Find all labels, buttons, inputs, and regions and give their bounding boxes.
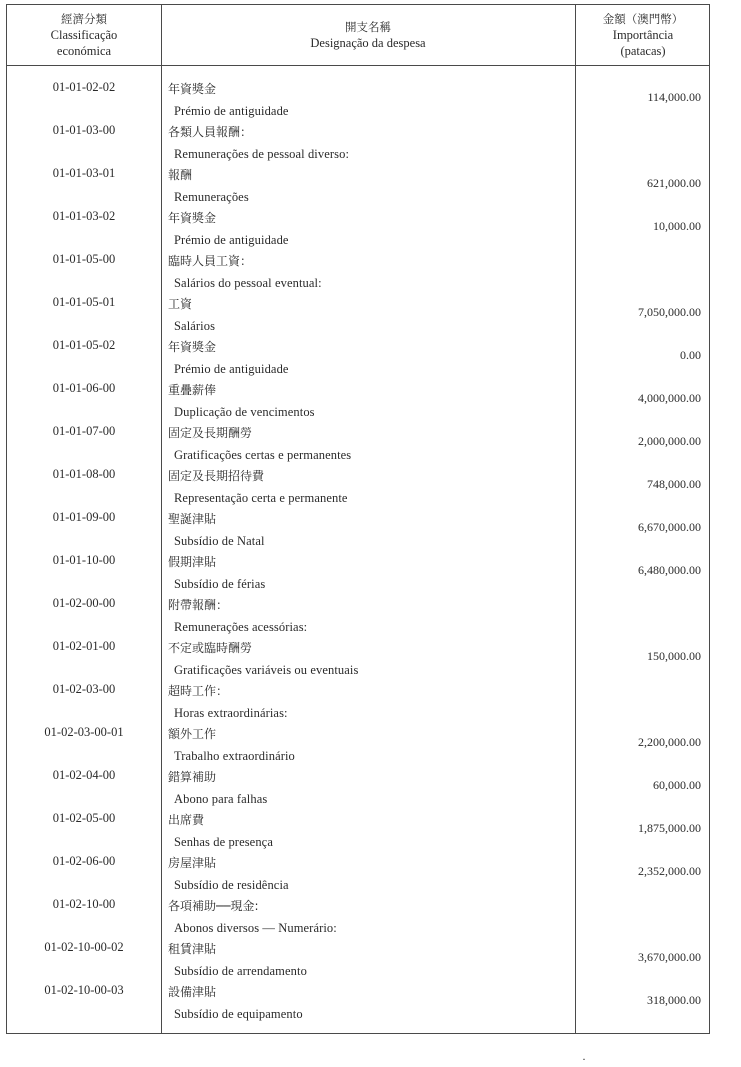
designation-pt: Gratificações variáveis ou eventuais — [174, 663, 359, 677]
designation-pt: Subsídio de residência — [174, 878, 289, 892]
header-designation-pt: Designação da despesa — [310, 36, 426, 50]
amount-value: 0.00 — [680, 348, 701, 362]
designation-zh: 出席費 — [168, 813, 205, 827]
classification-code: 01-02-00-00 — [52, 596, 116, 610]
header-designation — [161, 5, 575, 65]
table-row — [7, 724, 709, 767]
classification-code: 01-02-10-00 — [52, 897, 116, 911]
designation-zh: 附帶報酬： — [168, 598, 229, 612]
table-row — [7, 767, 709, 810]
amount-value: 2,352,000.00 — [638, 864, 701, 878]
table-row — [7, 122, 709, 165]
designation-zh: 房屋津貼 — [168, 856, 217, 870]
designation-zh: 錯算補助 — [168, 770, 217, 784]
designation-pt: Subsídio de Natal — [174, 534, 265, 548]
header-classification-zh: 經濟分類 — [61, 12, 107, 26]
classification-code: 01-01-05-00 — [52, 252, 116, 266]
amount-value: 60,000.00 — [653, 778, 701, 792]
classification-code: 01-01-03-02 — [52, 209, 116, 223]
classification-code: 01-02-06-00 — [52, 854, 116, 868]
classification-code: 01-01-02-02 — [52, 80, 116, 94]
amount-value: 10,000.00 — [653, 219, 701, 233]
amount-value: 6,670,000.00 — [638, 520, 701, 534]
amount-value: 2,200,000.00 — [638, 735, 701, 749]
table-row — [7, 853, 709, 896]
classification-code: 01-01-08-00 — [52, 467, 116, 481]
classification-code: 01-01-05-01 — [52, 295, 116, 309]
designation-zh: 設備津貼 — [168, 985, 217, 999]
table-row — [7, 595, 709, 638]
table-row — [7, 294, 709, 337]
designation-pt: Senhas de presença — [174, 835, 273, 849]
classification-code: 01-02-10-00-03 — [44, 983, 124, 997]
table-row — [7, 509, 709, 552]
designation-zh: 報酬 — [168, 168, 193, 182]
classification-code: 01-01-03-01 — [52, 166, 116, 180]
amount-value: 4,000,000.00 — [638, 391, 701, 405]
classification-code: 01-01-05-02 — [52, 338, 116, 352]
classification-code: 01-02-01-00 — [52, 639, 116, 653]
classification-code: 01-01-10-00 — [52, 553, 116, 567]
designation-pt: Abono para falhas — [174, 792, 268, 806]
amount-value: 150,000.00 — [647, 649, 701, 663]
amount-value: 318,000.00 — [647, 993, 701, 1007]
designation-pt: Salários do pessoal eventual: — [174, 276, 322, 290]
classification-code: 01-02-03-00 — [52, 682, 116, 696]
classification-code: 01-01-07-00 — [52, 424, 116, 438]
designation-zh: 臨時人員工資： — [168, 254, 253, 268]
amount-value: 621,000.00 — [647, 176, 701, 190]
designation-zh: 假期津貼 — [168, 555, 217, 569]
classification-code: 01-01-06-00 — [52, 381, 116, 395]
designation-zh: 固定及長期酬勞 — [168, 426, 253, 440]
designation-pt: Trabalho extraordinário — [174, 749, 295, 763]
designation-zh: 各類人員報酬： — [168, 125, 253, 139]
designation-zh: 年資獎金 — [168, 340, 217, 354]
designation-pt: Prémio de antiguidade — [174, 233, 289, 247]
designation-zh: 不定或臨時酬勞 — [168, 641, 253, 655]
designation-zh: 重疊薪俸 — [168, 383, 217, 397]
table-row — [7, 939, 709, 982]
designation-zh: 租賃津貼 — [168, 942, 217, 956]
designation-pt: Subsídio de férias — [174, 577, 266, 591]
designation-zh: 額外工作 — [168, 727, 217, 741]
classification-code: 01-02-05-00 — [52, 811, 116, 825]
table-row — [7, 810, 709, 853]
designation-zh: 超時工作： — [168, 684, 229, 698]
designation-pt: Prémio de antiguidade — [174, 104, 289, 118]
table-row — [7, 638, 709, 681]
table-row — [7, 251, 709, 294]
amount-value: 2,000,000.00 — [638, 434, 701, 448]
designation-pt: Duplicação de vencimentos — [174, 405, 315, 419]
table-row — [7, 165, 709, 208]
amount-value: 3,670,000.00 — [638, 950, 701, 964]
designation-pt: Remunerações de pessoal diverso: — [174, 147, 350, 161]
table-row — [7, 896, 709, 939]
designation-zh: 聖誕津貼 — [168, 512, 217, 526]
table-row — [7, 681, 709, 724]
designation-pt: Subsídio de equipamento — [174, 1007, 303, 1021]
amount-value: 1,875,000.00 — [638, 821, 701, 835]
amount-value: 7,050,000.00 — [638, 305, 701, 319]
designation-pt: Subsídio de arrendamento — [174, 964, 307, 978]
designation-zh: 年資獎金 — [168, 82, 217, 96]
table-row — [7, 208, 709, 251]
header-amount-zh: 金額（澳門幣） — [602, 12, 684, 26]
designation-pt: Horas extraordinárias: — [174, 706, 288, 720]
table-row — [7, 79, 709, 122]
header-amount-pt-2: (patacas) — [620, 44, 666, 58]
amount-value: 6,480,000.00 — [638, 563, 701, 577]
table-row — [7, 423, 709, 466]
designation-pt: Abonos diversos — Numerário: — [174, 921, 337, 935]
scan-dot: · — [582, 1052, 586, 1066]
header-amount-pt-1: Importância — [612, 28, 674, 42]
header-classification-pt-1: Classificação — [50, 28, 118, 42]
header-designation-zh: 開支名稱 — [345, 20, 391, 34]
table-row — [7, 466, 709, 509]
designation-pt: Representação certa e permanente — [174, 491, 348, 505]
designation-zh: 工資 — [168, 297, 193, 311]
header-classification — [7, 5, 161, 65]
classification-code: 01-01-09-00 — [52, 510, 116, 524]
classification-code: 01-02-03-00-01 — [44, 725, 124, 739]
amount-value: 114,000.00 — [647, 90, 701, 104]
budget-table — [6, 4, 710, 1034]
table-row — [7, 337, 709, 380]
designation-pt: Gratificações certas e permanentes — [174, 448, 352, 462]
table-row — [7, 982, 709, 1025]
header-classification-pt-2: económica — [56, 44, 112, 58]
designation-pt: Remunerações acessórias: — [174, 620, 308, 634]
amount-value: 748,000.00 — [647, 477, 701, 491]
table-row — [7, 380, 709, 423]
classification-code: 01-02-04-00 — [52, 768, 116, 782]
table-row — [7, 552, 709, 595]
classification-code: 01-01-03-00 — [52, 123, 116, 137]
classification-code: 01-02-10-00-02 — [44, 940, 124, 954]
header-amount — [575, 5, 711, 65]
designation-pt: Salários — [174, 319, 216, 333]
designation-zh: 年資獎金 — [168, 211, 217, 225]
designation-pt: Prémio de antiguidade — [174, 362, 289, 376]
designation-pt: Remunerações — [174, 190, 249, 204]
designation-zh: 固定及長期招待費 — [168, 469, 265, 483]
designation-zh: 各項補助──現金: — [168, 899, 259, 913]
header-divider — [7, 65, 709, 66]
